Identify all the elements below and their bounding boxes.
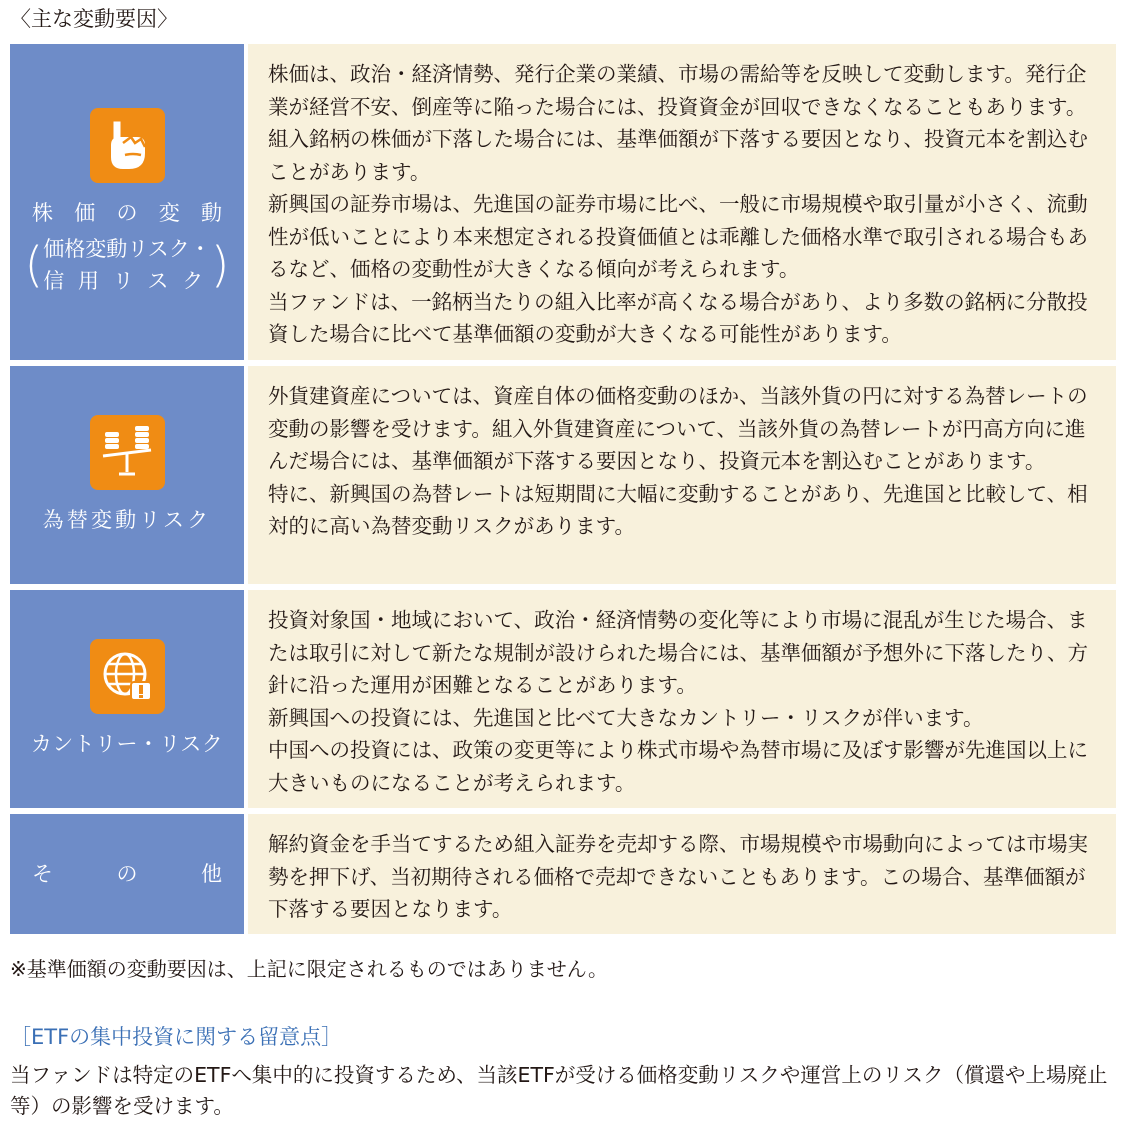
risk-body-country [248,590,1116,808]
risk-label-stock-title [32,197,222,229]
risk-row-other [10,814,1116,934]
label-char: 株 [32,200,53,225]
footnote: ※基準価額の変動要因は、上記に限定されるものではありません。 [10,957,608,981]
risk-paragraph: 当ファンドは、一銘柄当たりの組入比率が高くなる場合があり、より多数の銘柄に分散投資した場合に比べて基準価額の変動が大きくなる可能性があります。 [268,289,1088,346]
risk-row-stock [10,44,1116,360]
risk-paragraph: 新興国の証券市場は、先進国の証券市場に比べ、一般に市場規模や取引量が小さく、流動性が低いことにより本来想定される投資価値とは乖離した価格水準で取引される場合もあるなど、価格の変動性が大きくなる傾向が考えられます。 [268,192,1088,281]
label-char: そ [32,862,53,886]
label-char: 他 [201,862,222,886]
risk-paragraph: 特に、新興国の為替レートは短期間に大幅に変動することがあり、先進国と比較して、相対的に高い為替変動リスクがあります。 [268,481,1088,538]
risk-row-fx [10,366,1116,584]
risk-row-country [10,590,1116,808]
risk-paragraph: 解約資金を手当てするため組入証券を売却する際、市場規模や市場動向によっては市場実勢を押下げ、当初期待される価格で売却できないこともあります。この場合、基準価額が下落する要因となります。 [268,832,1088,921]
globe-warning-icon [90,639,165,714]
sub-line-1: 価格変動リスク・ [43,236,211,261]
label-char: の [116,200,138,225]
label-char: 信 [43,268,65,293]
label-char: 価 [74,200,96,225]
close-paren: ) [210,236,230,293]
label-char: ク [182,268,204,293]
risk-paragraph: 外貨建資産については、資産自体の価格変動のほか、当該外貨の円に対する為替レートの変動の影響を受けます。組入外貨建資産について、当該外貨の為替レートが円高方向に進んだ場合には、基準価額が下落する要因となり、投資元本を割込むことがあります。 [268,384,1088,473]
risk-paragraph: 新興国への投資には、先進国と比べて大きなカントリー・リスクが伴います。 [268,705,984,730]
label-char: ス [147,268,169,293]
risk-label-stock-sub [24,233,229,297]
risk-body-fx [248,366,1116,584]
etf-section-body: 当ファンドは特定のETFへ集中的に投資するため、当該ETFが受ける価格変動リスクや運営上のリスク（償還や上場廃止等）の影響を受けます。 [10,1063,1108,1118]
risk-paragraph: 株価は、政治・経済情勢、発行企業の業績、市場の需給等を反映して変動します。発行企業が経営不安、倒産等に陥った場合には、投資資金が回収できなくなることもあります。組入銘柄の株価が下落した場合には、基準価額が下落する要因となり、投資元本を割込むことがあります。 [268,62,1088,184]
label-char: 変 [158,200,180,225]
risk-label-fx [10,366,244,584]
risk-label-fx-title: 為替変動リスク [42,507,212,532]
etf-section-heading: ［ETFの集中投資に関する留意点］ [10,1025,343,1049]
label-char: リ [112,268,134,293]
risk-paragraph: 中国への投資には、政策の変更等により株式市場や為替市場に及ぼす影響が先進国以上に大きいものになることが考えられます。 [268,738,1088,795]
risk-label-other [10,814,244,934]
sub-line-2 [43,265,203,297]
finger-counting-icon [90,108,165,183]
risk-body-other [248,814,1116,934]
risk-paragraph: 投資対象国・地域において、政治・経済情勢の変化等により市場に混乱が生じた場合、または取引に対して新たな規制が設けられた場合には、基準価額が予想外に下落したり、方針に沿った運用が困難となることがあります。 [268,608,1088,697]
coin-balance-icon [90,415,165,490]
label-char: 用 [77,268,99,293]
risk-body-stock [248,44,1116,360]
label-char: の [116,862,138,886]
open-paren: ( [24,236,44,293]
label-char: 動 [201,200,222,225]
risk-label-stock [10,44,244,360]
risk-label-other-title [32,858,222,890]
risk-label-country-title: カントリー・リスク [30,731,224,756]
risk-label-country [10,590,244,808]
section-heading: 〈主な変動要因〉 [10,7,178,31]
